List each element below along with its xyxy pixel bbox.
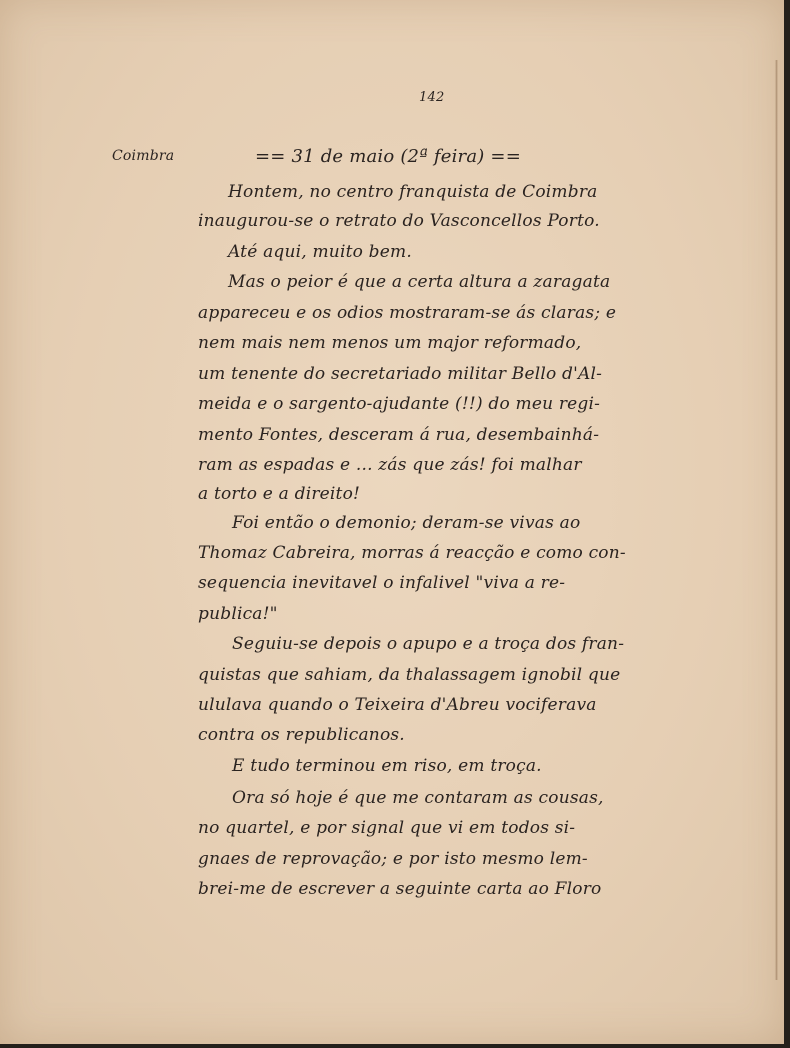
page-fold-shadow xyxy=(775,60,778,980)
text-line-1: Hontem, no centro franquista de Coimbra xyxy=(228,182,598,202)
entry-date-heading: == 31 de maio (2ª feira) == xyxy=(255,146,521,167)
text-line-15: publica!" xyxy=(198,604,278,624)
text-line-23: gnaes de reprovação; e por isto mesmo lem- xyxy=(198,849,588,869)
page-number: 142 xyxy=(419,90,445,105)
text-line-17: quistas que sahiam, da thalassagem ignobil que xyxy=(198,665,621,685)
text-line-2: inaugurou-se o retrato do Vasconcellos Porto. xyxy=(198,211,600,231)
margin-note: Coimbra xyxy=(112,148,175,164)
text-line-10: ram as espadas e ... zás que zás! foi malhar xyxy=(198,455,582,475)
text-line-4: Mas o peior é que a certa altura a zaragata xyxy=(228,272,611,292)
text-line-22: no quartel, e por signal que vi em todos si- xyxy=(198,818,576,838)
text-line-14: sequencia inevitavel o infalivel "viva a re- xyxy=(198,573,566,593)
text-line-12: Foi então o demonio; deram-se vivas ao xyxy=(232,513,581,533)
text-line-7: um tenente do secretariado militar Bello d'Al- xyxy=(198,364,603,384)
scan-border-right xyxy=(784,0,790,1048)
text-line-5: appareceu e os odios mostraram-se ás claras; e xyxy=(198,303,617,323)
text-line-18: ululava quando o Teixeira d'Abreu vociferava xyxy=(198,695,597,715)
text-line-8: meida e o sargento-ajudante (!!) do meu regi- xyxy=(198,394,601,414)
text-line-19: contra os republicanos. xyxy=(198,725,405,745)
text-line-20: E tudo terminou em riso, em troça. xyxy=(232,756,542,776)
text-line-24: brei-me de escrever a seguinte carta ao Floro xyxy=(198,879,602,899)
text-line-6: nem mais nem menos um major reformado, xyxy=(198,333,582,353)
text-line-11: a torto e a direito! xyxy=(198,484,361,504)
scan-border-bottom xyxy=(0,1044,790,1048)
text-line-21: Ora só hoje é que me contaram as cousas, xyxy=(232,788,604,808)
text-line-9: mento Fontes, desceram á rua, desembainhá- xyxy=(198,425,600,445)
text-line-3: Até aqui, muito bem. xyxy=(228,242,412,262)
text-line-13: Thomaz Cabreira, morras á reacção e como con- xyxy=(198,543,626,563)
text-line-16: Seguiu-se depois o apupo e a troça dos fran- xyxy=(232,634,625,654)
